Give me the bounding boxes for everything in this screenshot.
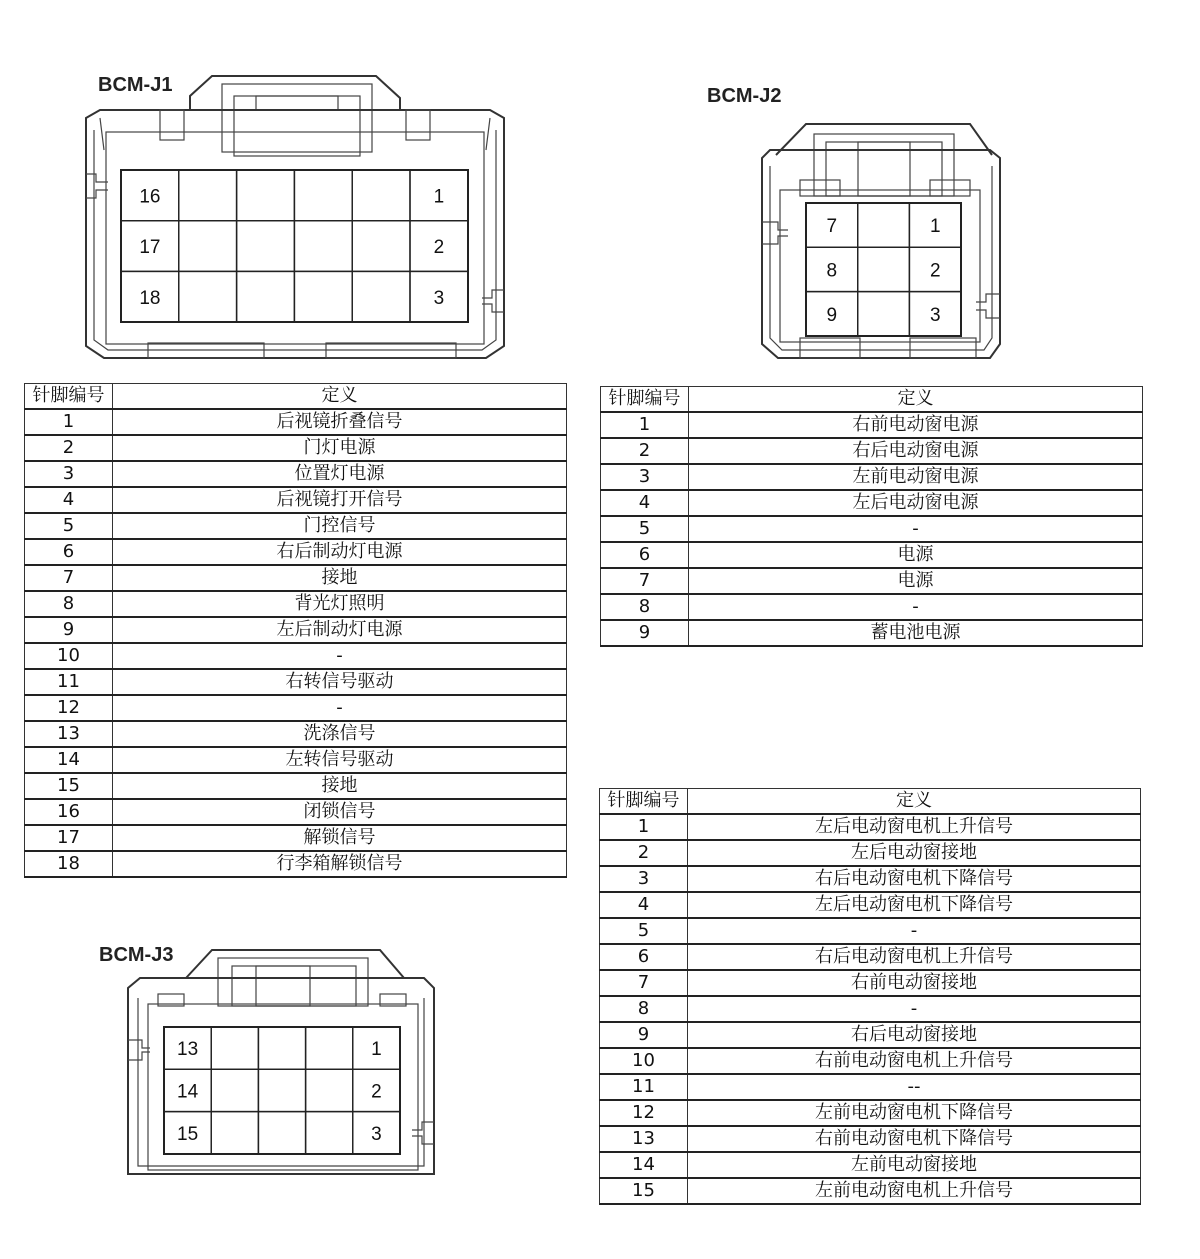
pin-label: 18	[139, 287, 161, 309]
pin-number-cell: 8	[600, 996, 688, 1022]
table-row	[600, 1048, 1141, 1074]
pin-number-cell: 8	[601, 594, 689, 620]
header-pin-number: 针脚编号	[25, 384, 113, 410]
definition-cell: 右前电动窗电机上升信号	[688, 1048, 1141, 1074]
pin-number-cell: 9	[600, 1022, 688, 1048]
definition-cell: 左前电动窗电机上升信号	[688, 1178, 1141, 1204]
pin-number-cell: 15	[25, 773, 113, 799]
table-row	[25, 773, 567, 799]
pin-number-cell: 18	[25, 851, 113, 877]
table-row	[25, 721, 567, 747]
table-row	[25, 851, 567, 877]
table-row	[601, 594, 1143, 620]
table-row	[600, 840, 1141, 866]
table-row	[601, 412, 1143, 438]
pin-number-cell: 16	[25, 799, 113, 825]
pin-number-cell: 10	[25, 643, 113, 669]
pin-number-cell: 2	[25, 435, 113, 461]
table-row	[600, 866, 1141, 892]
definition-cell: 电源	[689, 568, 1143, 594]
table-header-row	[600, 789, 1141, 815]
pin-number-cell: 7	[25, 565, 113, 591]
connector-title-j3: BCM-J3	[99, 944, 174, 966]
table-row	[25, 669, 567, 695]
definition-cell: 行李箱解锁信号	[113, 851, 567, 877]
pin-table-j2	[600, 386, 1143, 647]
definition-cell: 解锁信号	[113, 825, 567, 851]
definition-cell: 闭锁信号	[113, 799, 567, 825]
pin-number-cell: 2	[600, 840, 688, 866]
definition-cell: 左后电动窗接地	[688, 840, 1141, 866]
pin-number-cell: 3	[601, 464, 689, 490]
header-pin-number: 针脚编号	[600, 789, 688, 815]
pin-number-cell: 12	[600, 1100, 688, 1126]
definition-cell: 位置灯电源	[113, 461, 567, 487]
definition-cell: 左转信号驱动	[113, 747, 567, 773]
definition-cell: 接地	[113, 565, 567, 591]
definition-cell: 右前电动窗接地	[688, 970, 1141, 996]
table-row	[25, 461, 567, 487]
pin-number-cell: 6	[600, 944, 688, 970]
pin-number-cell: 13	[600, 1126, 688, 1152]
pin-number-cell: 10	[600, 1048, 688, 1074]
definition-cell: 接地	[113, 773, 567, 799]
definition-cell: 右后电动窗接地	[688, 1022, 1141, 1048]
pin-label: 3	[371, 1123, 382, 1145]
definition-cell: --	[688, 1074, 1141, 1100]
pin-number-cell: 7	[600, 970, 688, 996]
table-row	[600, 1152, 1141, 1178]
connector-title-j1: BCM-J1	[98, 74, 173, 96]
table-row	[601, 490, 1143, 516]
definition-cell: 左前电动窗电机下降信号	[688, 1100, 1141, 1126]
definition-cell: 洗涤信号	[113, 721, 567, 747]
definition-cell: 右后电动窗电源	[689, 438, 1143, 464]
pin-label: 3	[433, 287, 445, 309]
table-row	[600, 1022, 1141, 1048]
pin-number-cell: 13	[25, 721, 113, 747]
definition-cell: 左后制动灯电源	[113, 617, 567, 643]
pin-number-cell: 1	[601, 412, 689, 438]
header-definition: 定义	[688, 789, 1141, 815]
table-row	[25, 695, 567, 721]
pin-label: 2	[433, 237, 445, 259]
pin-label: 2	[371, 1081, 382, 1103]
definition-cell: 左前电动窗接地	[688, 1152, 1141, 1178]
table-row	[25, 487, 567, 513]
table-row	[25, 617, 567, 643]
table-row	[601, 438, 1143, 464]
pin-label: 17	[139, 237, 161, 259]
table-row	[600, 892, 1141, 918]
definition-cell: 蓄电池电源	[689, 620, 1143, 646]
definition-cell: 右后电动窗电机下降信号	[688, 866, 1141, 892]
pin-label: 1	[371, 1039, 382, 1061]
definition-cell: 后视镜打开信号	[113, 487, 567, 513]
table-row	[601, 568, 1143, 594]
pin-number-cell: 17	[25, 825, 113, 851]
table-row	[601, 620, 1143, 646]
pin-number-cell: 6	[25, 539, 113, 565]
definition-cell: 门灯电源	[113, 435, 567, 461]
definition-cell: -	[113, 695, 567, 721]
table-row	[25, 747, 567, 773]
definition-cell: 右前电动窗电机下降信号	[688, 1126, 1141, 1152]
table-row	[600, 996, 1141, 1022]
table-row	[600, 1074, 1141, 1100]
table-header-row	[25, 384, 567, 410]
definition-cell: -	[688, 996, 1141, 1022]
header-definition: 定义	[113, 384, 567, 410]
table-row	[600, 1178, 1141, 1204]
table-row	[600, 1100, 1141, 1126]
pin-label: 7	[826, 216, 838, 238]
pin-number-cell: 5	[601, 516, 689, 542]
connector-title-j2: BCM-J2	[707, 85, 782, 107]
pin-number-cell: 15	[600, 1178, 688, 1204]
definition-cell: 左后电动窗电源	[689, 490, 1143, 516]
definition-cell: 右转信号驱动	[113, 669, 567, 695]
pin-number-cell: 9	[601, 620, 689, 646]
pin-label: 9	[826, 304, 838, 326]
table-row	[600, 970, 1141, 996]
pin-number-cell: 2	[601, 438, 689, 464]
pin-number-cell: 5	[25, 513, 113, 539]
pin-label: 15	[177, 1123, 199, 1145]
pin-number-cell: 7	[601, 568, 689, 594]
pin-number-cell: 12	[25, 695, 113, 721]
definition-cell: 右后电动窗电机上升信号	[688, 944, 1141, 970]
table-row	[25, 799, 567, 825]
pin-label: 13	[177, 1039, 199, 1061]
definition-cell: 左后电动窗电机上升信号	[688, 814, 1141, 840]
pin-label: 16	[139, 186, 161, 208]
header-definition: 定义	[689, 387, 1143, 413]
pin-number-cell: 8	[25, 591, 113, 617]
pin-number-cell: 14	[600, 1152, 688, 1178]
table-row	[600, 918, 1141, 944]
table-row	[600, 1126, 1141, 1152]
table-row	[600, 814, 1141, 840]
definition-cell: 后视镜折叠信号	[113, 409, 567, 435]
table-row	[25, 539, 567, 565]
pin-label: 2	[929, 260, 941, 282]
definition-cell: 背光灯照明	[113, 591, 567, 617]
definition-cell: -	[689, 594, 1143, 620]
pin-number-cell: 5	[600, 918, 688, 944]
pin-number-cell: 9	[25, 617, 113, 643]
pin-table-j3	[599, 788, 1141, 1205]
pin-number-cell: 1	[25, 409, 113, 435]
definition-cell: 左前电动窗电源	[689, 464, 1143, 490]
pin-number-cell: 3	[600, 866, 688, 892]
pin-number-cell: 4	[25, 487, 113, 513]
definition-cell: -	[689, 516, 1143, 542]
pin-label: 1	[929, 216, 941, 238]
table-row	[600, 944, 1141, 970]
definition-cell: -	[113, 643, 567, 669]
table-row	[25, 591, 567, 617]
table-row	[25, 513, 567, 539]
pin-number-cell: 6	[601, 542, 689, 568]
table-row	[25, 409, 567, 435]
table-header-row	[601, 387, 1143, 413]
pin-number-cell: 3	[25, 461, 113, 487]
pin-table-j1	[24, 383, 567, 878]
definition-cell: 右后制动灯电源	[113, 539, 567, 565]
pin-number-cell: 4	[601, 490, 689, 516]
table-row	[601, 516, 1143, 542]
table-row	[25, 565, 567, 591]
pin-label: 1	[433, 186, 445, 208]
table-row	[25, 643, 567, 669]
table-row	[25, 435, 567, 461]
table-row	[25, 825, 567, 851]
definition-cell: 电源	[689, 542, 1143, 568]
pin-number-cell: 11	[600, 1074, 688, 1100]
pin-number-cell: 11	[25, 669, 113, 695]
pin-label: 3	[929, 304, 941, 326]
pin-number-cell: 4	[600, 892, 688, 918]
definition-cell: 右前电动窗电源	[689, 412, 1143, 438]
pin-label: 8	[826, 260, 838, 282]
table-row	[601, 464, 1143, 490]
header-pin-number: 针脚编号	[601, 387, 689, 413]
pin-number-cell: 14	[25, 747, 113, 773]
table-row	[601, 542, 1143, 568]
definition-cell: 左后电动窗电机下降信号	[688, 892, 1141, 918]
pin-number-cell: 1	[600, 814, 688, 840]
definition-cell: -	[688, 918, 1141, 944]
definition-cell: 门控信号	[113, 513, 567, 539]
pin-label: 14	[177, 1081, 199, 1103]
